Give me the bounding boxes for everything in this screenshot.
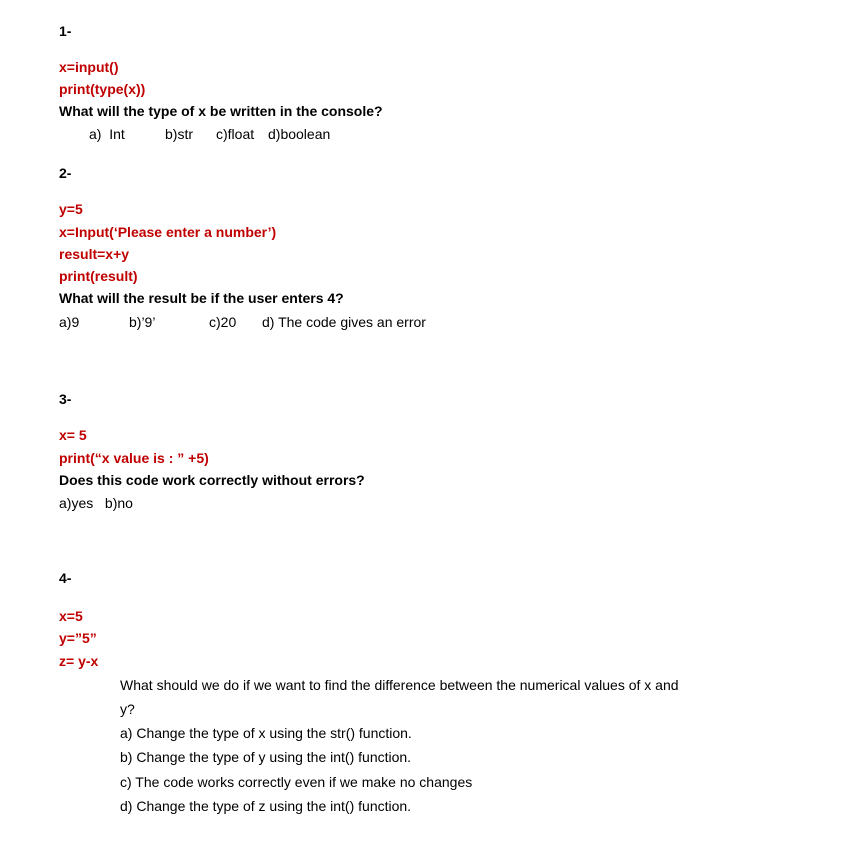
- question-number: 3-: [59, 391, 72, 407]
- code-line: x= 5: [59, 427, 87, 443]
- question-text: What will the type of x be written in the console?: [59, 103, 383, 119]
- option: d) Change the type of z using the int() function.: [120, 798, 412, 814]
- option: c) The code works correctly even if we make no changes: [120, 774, 473, 790]
- question-number: 2-: [59, 165, 72, 181]
- question-text: What should we do if we want to find the difference between the numerical values of x and: [120, 677, 679, 693]
- option: a)9: [59, 314, 80, 330]
- option: a)yes b)no: [59, 495, 133, 511]
- option: c)float: [216, 126, 255, 142]
- code-line: x=input(): [59, 59, 119, 75]
- option: b) Change the type of y using the int() function.: [120, 749, 412, 765]
- code-line: print(“x value is : ” +5): [59, 450, 209, 466]
- question-number: 4-: [59, 570, 72, 586]
- code-line: y=”5”: [59, 630, 97, 646]
- question-number: 1-: [59, 23, 72, 39]
- code-line: x=5: [59, 608, 83, 624]
- option: b)str: [165, 126, 193, 142]
- question-text: Does this code work correctly without errors?: [59, 472, 365, 488]
- option: a) Change the type of x using the str() function.: [120, 725, 412, 741]
- code-line: print(type(x)): [59, 81, 146, 97]
- question-text: y?: [120, 701, 135, 717]
- option: d)boolean: [268, 126, 331, 142]
- code-line: x=Input(‘Please enter a number’): [59, 224, 277, 240]
- option: a) Int: [89, 126, 125, 142]
- option: d) The code gives an error: [262, 314, 426, 330]
- code-line: print(result): [59, 268, 138, 284]
- code-line: y=5: [59, 201, 83, 217]
- code-line: result=x+y: [59, 246, 130, 262]
- code-line: z= y-x: [59, 653, 99, 669]
- option: c)20: [209, 314, 237, 330]
- question-text: What will the result be if the user enters 4?: [59, 290, 344, 306]
- option: b)’9’: [129, 314, 156, 330]
